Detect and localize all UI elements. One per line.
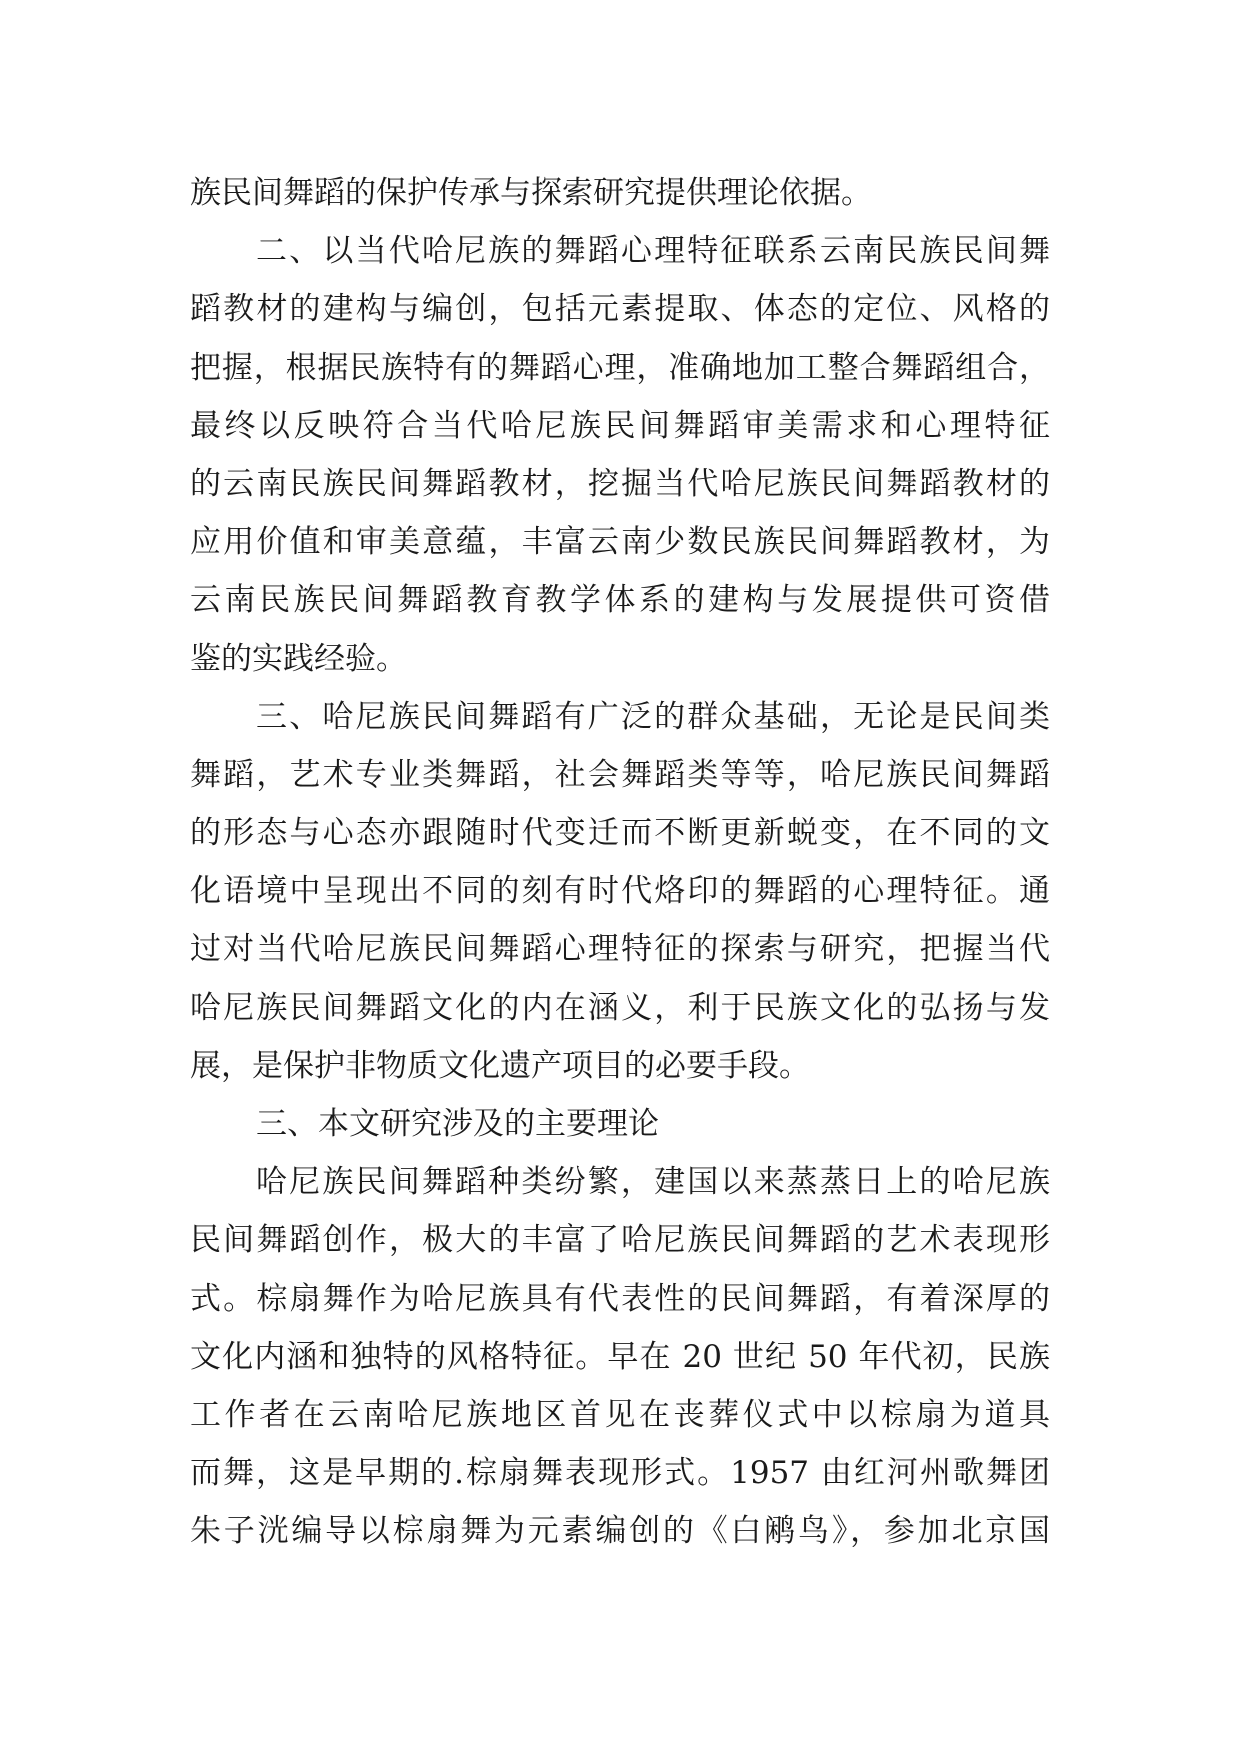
text-line: 三、哈尼族民间舞蹈有广泛的群众基础，无论是民间类	[256, 698, 1050, 735]
text-line: 哈尼族民间舞蹈文化的内在涵义，利于民族文化的弘扬与发	[190, 989, 1050, 1026]
text-line: 工作者在云南哈尼族地区首见在丧葬仪式中以棕扇为道具	[190, 1396, 1050, 1433]
text-line: 的形态与心态亦跟随时代变迁而不断更新蜕变，在不同的文	[190, 815, 1050, 852]
text-line: 民间舞蹈创作，极大的丰富了哈尼族民间舞蹈的艺术表现形	[190, 1222, 1050, 1259]
document-body	[190, 164, 1050, 1561]
text-line: 化语境中呈现出不同的刻有时代烙印的舞蹈的心理特征。通	[190, 873, 1050, 910]
text-line: 式。棕扇舞作为哈尼族具有代表性的民间舞蹈，有着深厚的	[190, 1280, 1050, 1317]
text-line: 蹈教材的建构与编创，包括元素提取、体态的定位、风格的	[190, 291, 1050, 328]
text-line: 二、以当代哈尼族的舞蹈心理特征联系云南民族民间舞	[256, 233, 1050, 270]
text-line: 朱子洸编导以棕扇舞为元素编创的《白鹇鸟》，参加北京国	[190, 1513, 1050, 1550]
text-line: 过对当代哈尼族民间舞蹈心理特征的探索与研究，把握当代	[190, 931, 1050, 968]
text-line: 最终以反映符合当代哈尼族民间舞蹈审美需求和心理特征	[190, 407, 1050, 444]
text-line: 展，是保护非物质文化遗产项目的必要手段。	[190, 1047, 810, 1084]
text-line: 而舞，这是早期的.棕扇舞表现形式。1957 由红河州歌舞团	[190, 1455, 1050, 1492]
text-line: 文化内涵和独特的风格特征。早在 20 世纪 50 年代初，民族	[190, 1338, 1050, 1375]
text-line: 应用价值和审美意蕴，丰富云南少数民族民间舞蹈教材，为	[190, 524, 1050, 561]
text-line: 把握，根据民族特有的舞蹈心理，准确地加工整合舞蹈组合，	[190, 349, 1050, 386]
text-line: 的云南民族民间舞蹈教材，挖掘当代哈尼族民间舞蹈教材的	[190, 465, 1050, 502]
text-line: 哈尼族民间舞蹈种类纷繁，建国以来蒸蒸日上的哈尼族	[256, 1164, 1050, 1201]
text-line: 族民间舞蹈的保护传承与探索研究提供理论依据。	[190, 175, 872, 211]
text-line: 三、本文研究涉及的主要理论	[256, 1106, 659, 1142]
text-line: 鉴的实践经验。	[190, 640, 407, 677]
text-line: 云南民族民间舞蹈教育教学体系的建构与发展提供可资借	[190, 582, 1050, 619]
text-line: 舞蹈，艺术专业类舞蹈，社会舞蹈类等等，哈尼族民间舞蹈	[190, 756, 1050, 793]
